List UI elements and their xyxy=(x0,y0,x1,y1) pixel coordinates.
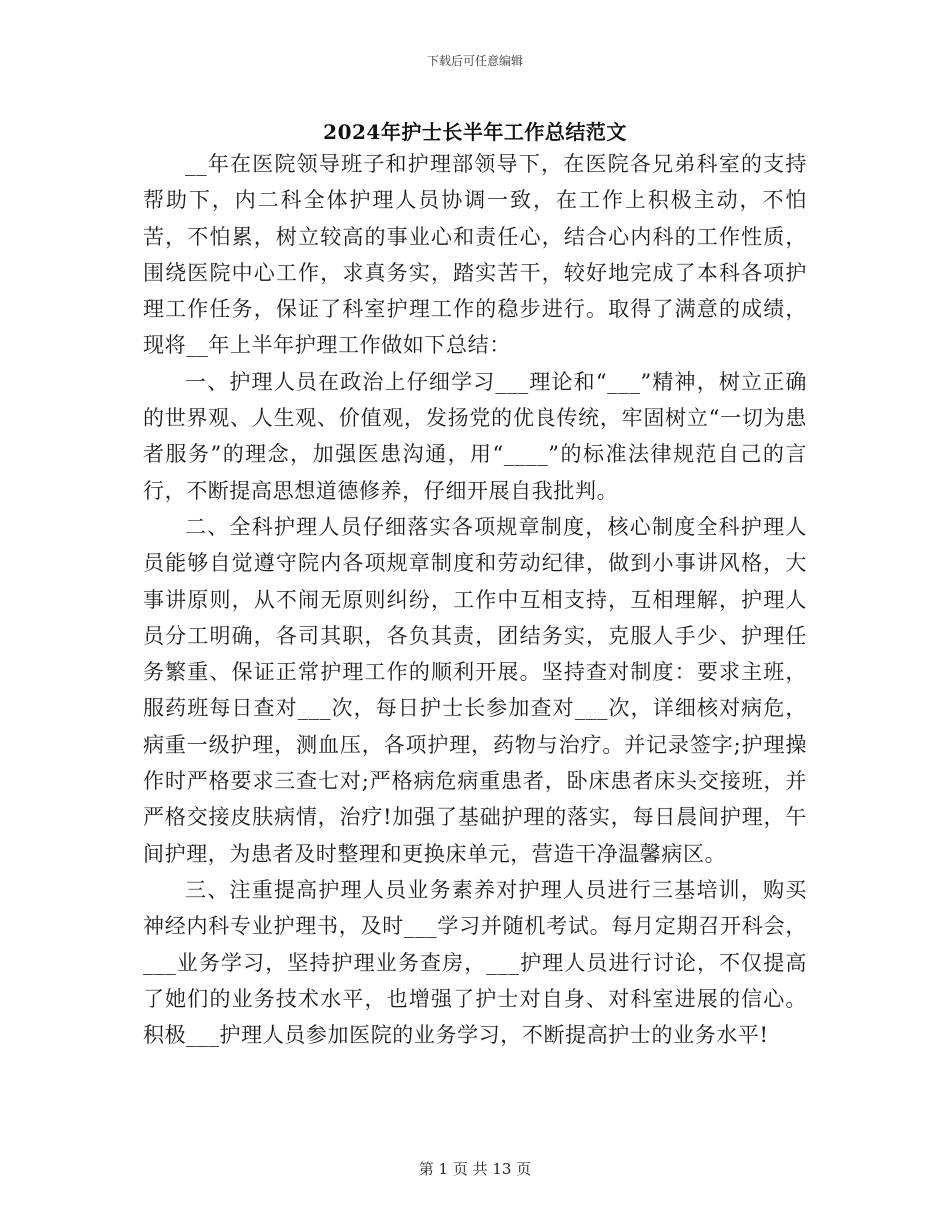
page-number: 第 1 页 共 13 页 xyxy=(418,1160,532,1178)
paragraph-section-3: 三、注重提高护理人员业务素养对护理人员进行三基培训，购买神经内科专业护理书，及时___学习并随机考试。每月定期召开科会，___业务学习，坚持护理业务查房，___护理人员进行讨论，不仅提高了她们的业务技术水平，也增强了护士对自身、对科室进展的信心。积极___护理人员参加医院的业务学习，不断提高护士的业务水平! xyxy=(143,877,807,1048)
document-body xyxy=(143,146,807,1053)
document-title: 2024年护士长半年工作总结范文 xyxy=(323,120,627,144)
paragraph-intro: __年在医院领导班子和护理部领导下，在医院各兄弟科室的支持帮助下，内二科全体护理人员协调一致，在工作上积极主动，不怕苦，不怕累，树立较高的事业心和责任心，结合心内科的工作性质，围绕医院中心工作，求真务实，踏实苦干，较好地完成了本科各项护理工作任务，保证了科室护理工作的稳步进行。取得了满意的成绩，现将__年上半年护理工作做如下总结： xyxy=(143,152,807,358)
paragraph-section-1: 一、护理人员在政治上仔细学习___理论和“___”精神，树立正确的世界观、人生观、价值观，发扬党的优良传统，牢固树立“一切为患者服务”的理念，加强医患沟通，用“____”的标准法律规范自己的言行，不断提高思想道德修养，仔细开展自我批判。 xyxy=(143,369,807,503)
paragraph-section-2: 二、全科护理人员仔细落实各项规章制度，核心制度全科护理人员能够自觉遵守院内各项规章制度和劳动纪律，做到小事讲风格，大事讲原则，从不闹无原则纠纷，工作中互相支持，互相理解，护理人员分工明确，各司其职，各负其责，团结务实，克服人手少、护理任务繁重、保证正常护理工作的顺利开展。坚持查对制度：要求主班，服药班每日查对___次，每日护士长参加查对___次，详细核对病危，病重一级护理，测血压，各项护理，药物与治疗。并记录签字;护理操作时严格要求三查七对;严格病危病重患者，卧床患者床头交接班，并严格交接皮肤病情，治疗!加强了基础护理的落实，每日晨间护理，午间护理，为患者及时整理和更换床单元，营造干净温馨病区。 xyxy=(143,514,807,866)
page-header-note: 下载后可任意编辑 xyxy=(426,54,523,68)
